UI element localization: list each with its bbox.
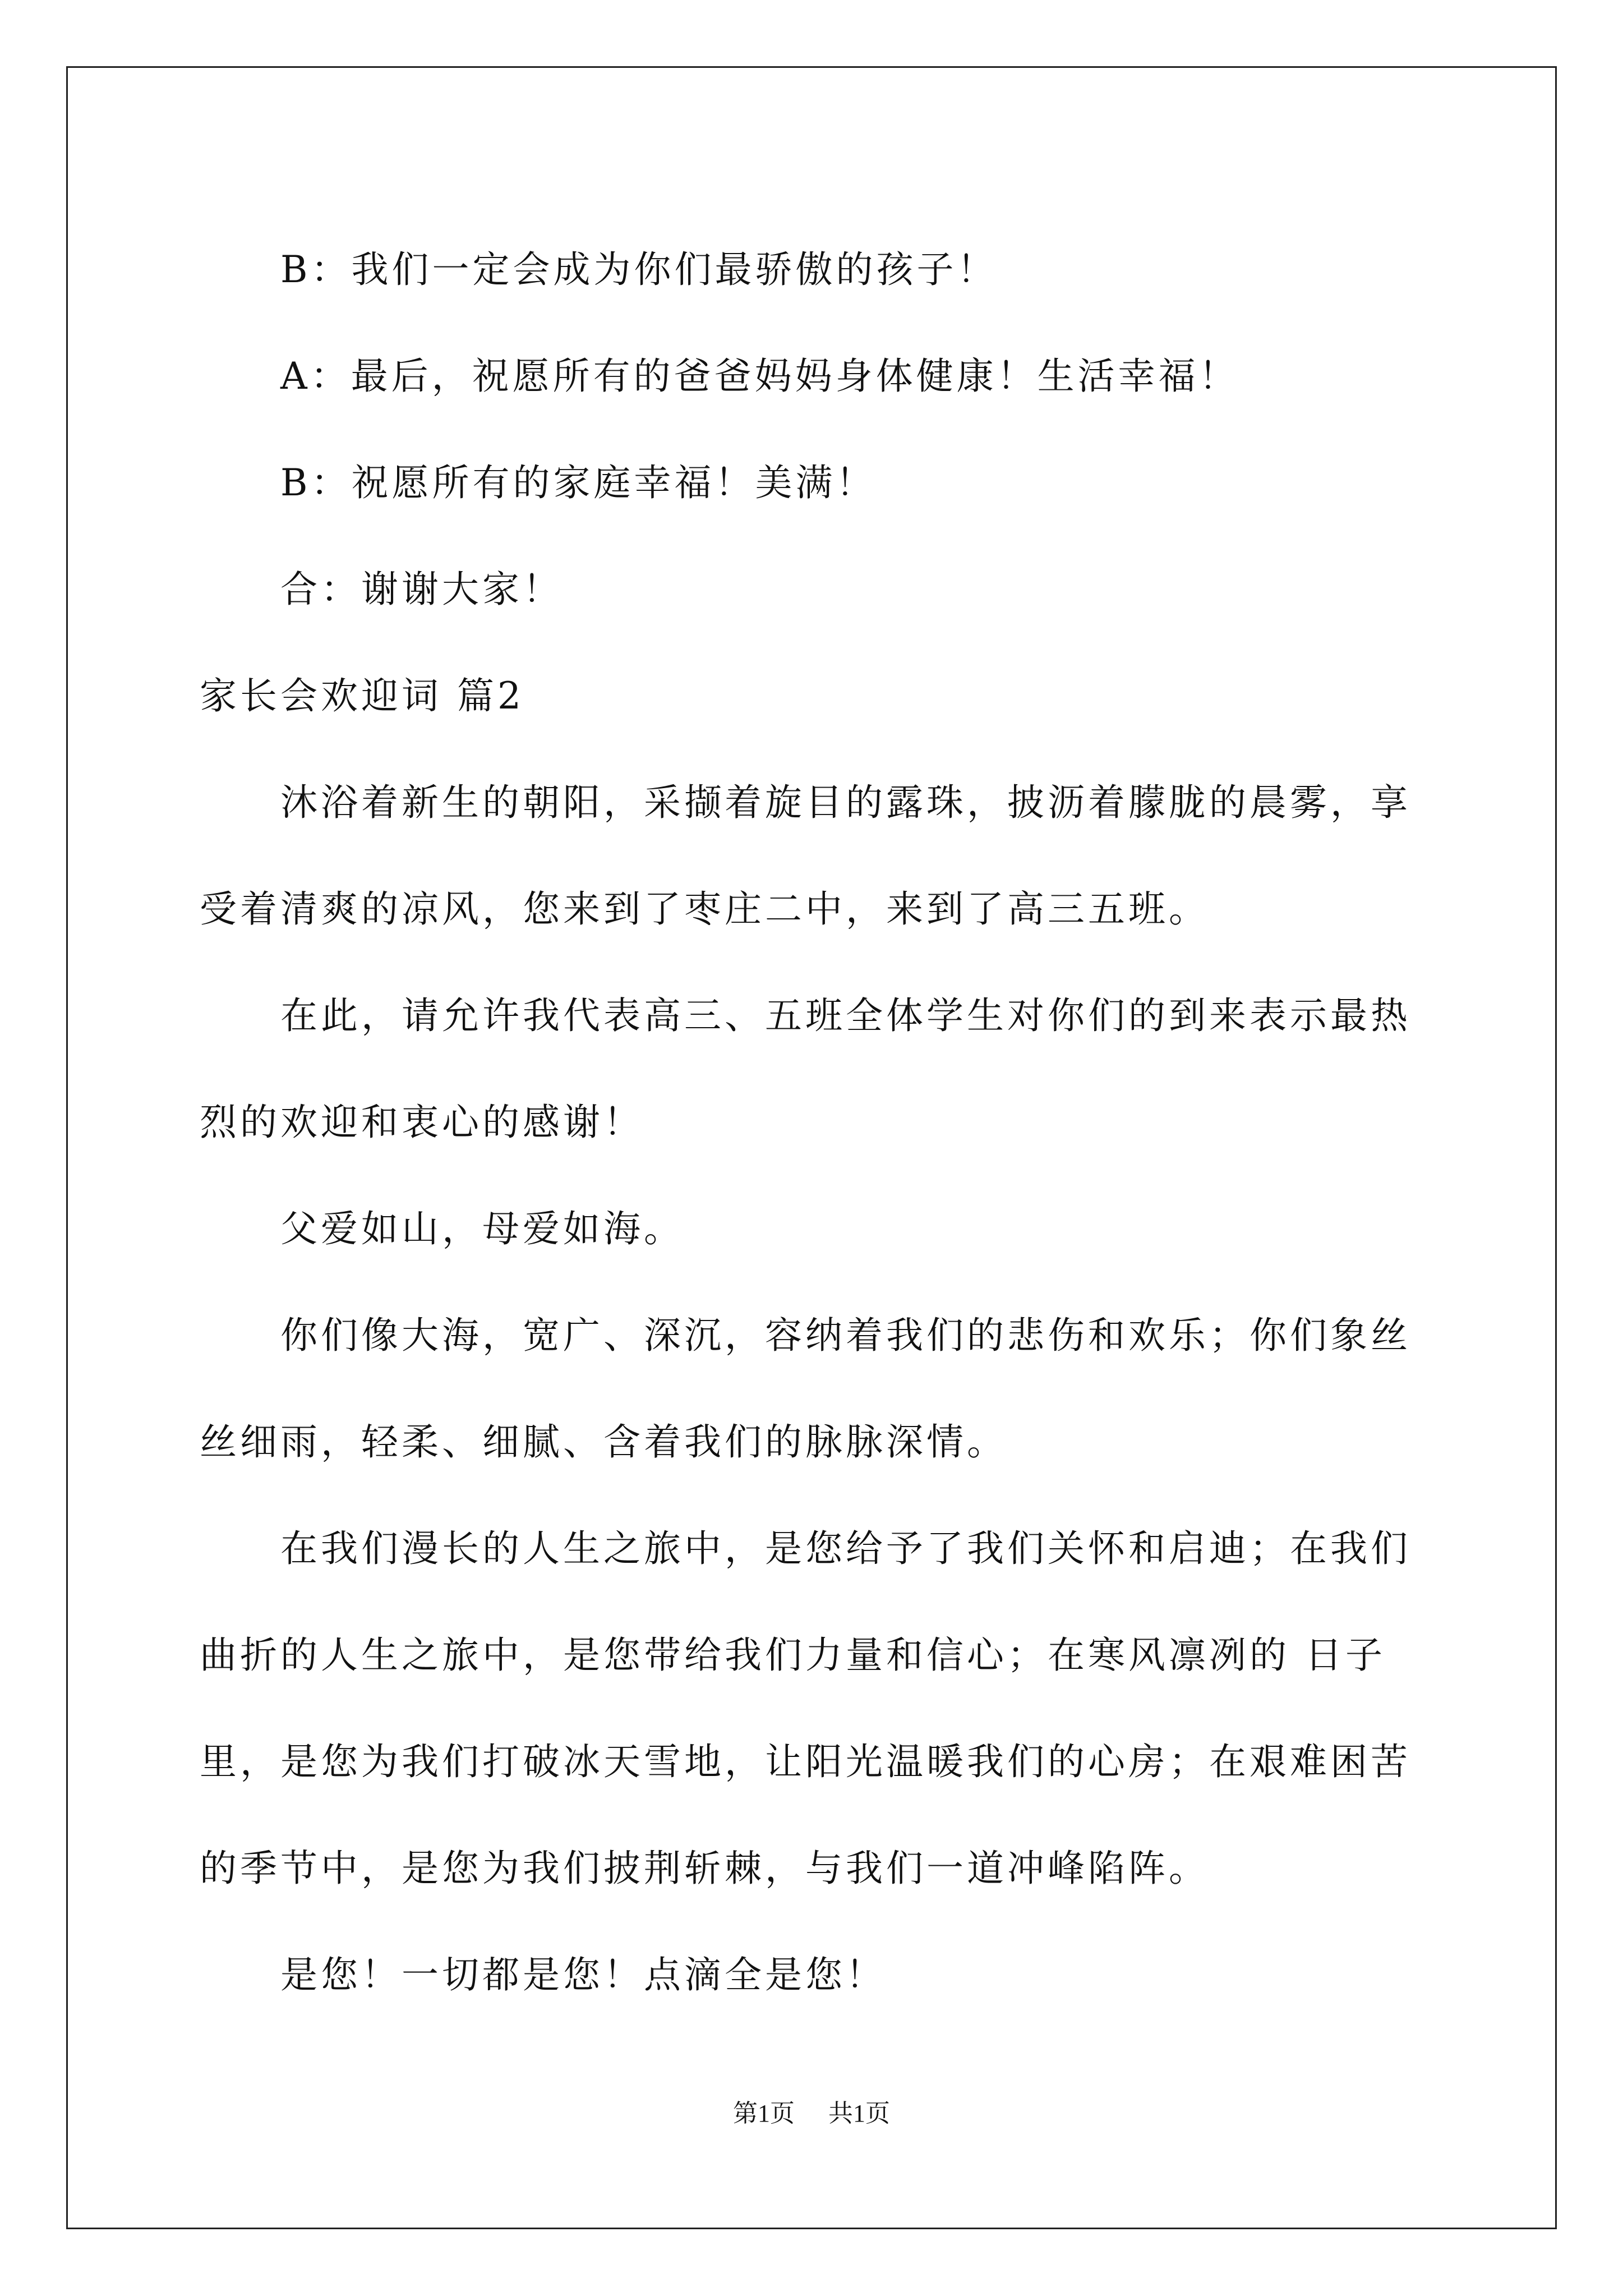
body-paragraph-5: 在我们漫长的人生之旅中，是您给予了我们关怀和启迪；在我们曲折的人生之旅中，是您带给我们力量和信心；在寒风凛冽的 日子里，是您为我们打破冰天雪地，让阳光温暖我们的心房；在艰难困苦的季节中，是您为我们披荆斩棘，与我们一道冲峰陷阵。 (200, 1527, 1411, 1890)
page-number-total: 共1页 (828, 2100, 890, 2127)
body-paragraph-3: 父爱如山，母爱如海。 (280, 1207, 684, 1250)
document-body (200, 217, 1428, 2028)
body-paragraph-1: 沐浴着新生的朝阳，采撷着旋目的露珠，披沥着朦胧的晨雾，享受着清爽的凉风，您来到了枣庄二中，来到了高三五班。 (200, 781, 1411, 931)
page-footer (0, 2097, 1623, 2131)
dialogue-line-4: 合：谢谢大家！ (280, 568, 563, 611)
body-paragraph-2: 在此，请允许我代表高三、五班全体学生对你们的到来表示最热烈的欢迎和衷心的感谢！ (200, 994, 1411, 1144)
body-paragraph-4: 你们像大海，宽广、深沉，容纳着我们的悲伤和欢乐；你们象丝丝细雨，轻柔、细腻、含着我们的脉脉深情。 (200, 1314, 1411, 1464)
dialogue-line-3: B：祝愿所有的家庭幸福！美满！ (280, 461, 877, 504)
body-paragraph-6: 是您！一切都是您！点滴全是您！ (280, 1953, 886, 1996)
page-number-current: 第1页 (733, 2100, 795, 2127)
dialogue-line-1: B：我们一定会成为你们最骄傲的孩子！ (280, 248, 998, 291)
section-title: 家长会欢迎词 篇2 (200, 674, 524, 717)
dialogue-line-2: A：最后，祝愿所有的爸爸妈妈身体健康！生活幸福！ (280, 355, 1239, 398)
